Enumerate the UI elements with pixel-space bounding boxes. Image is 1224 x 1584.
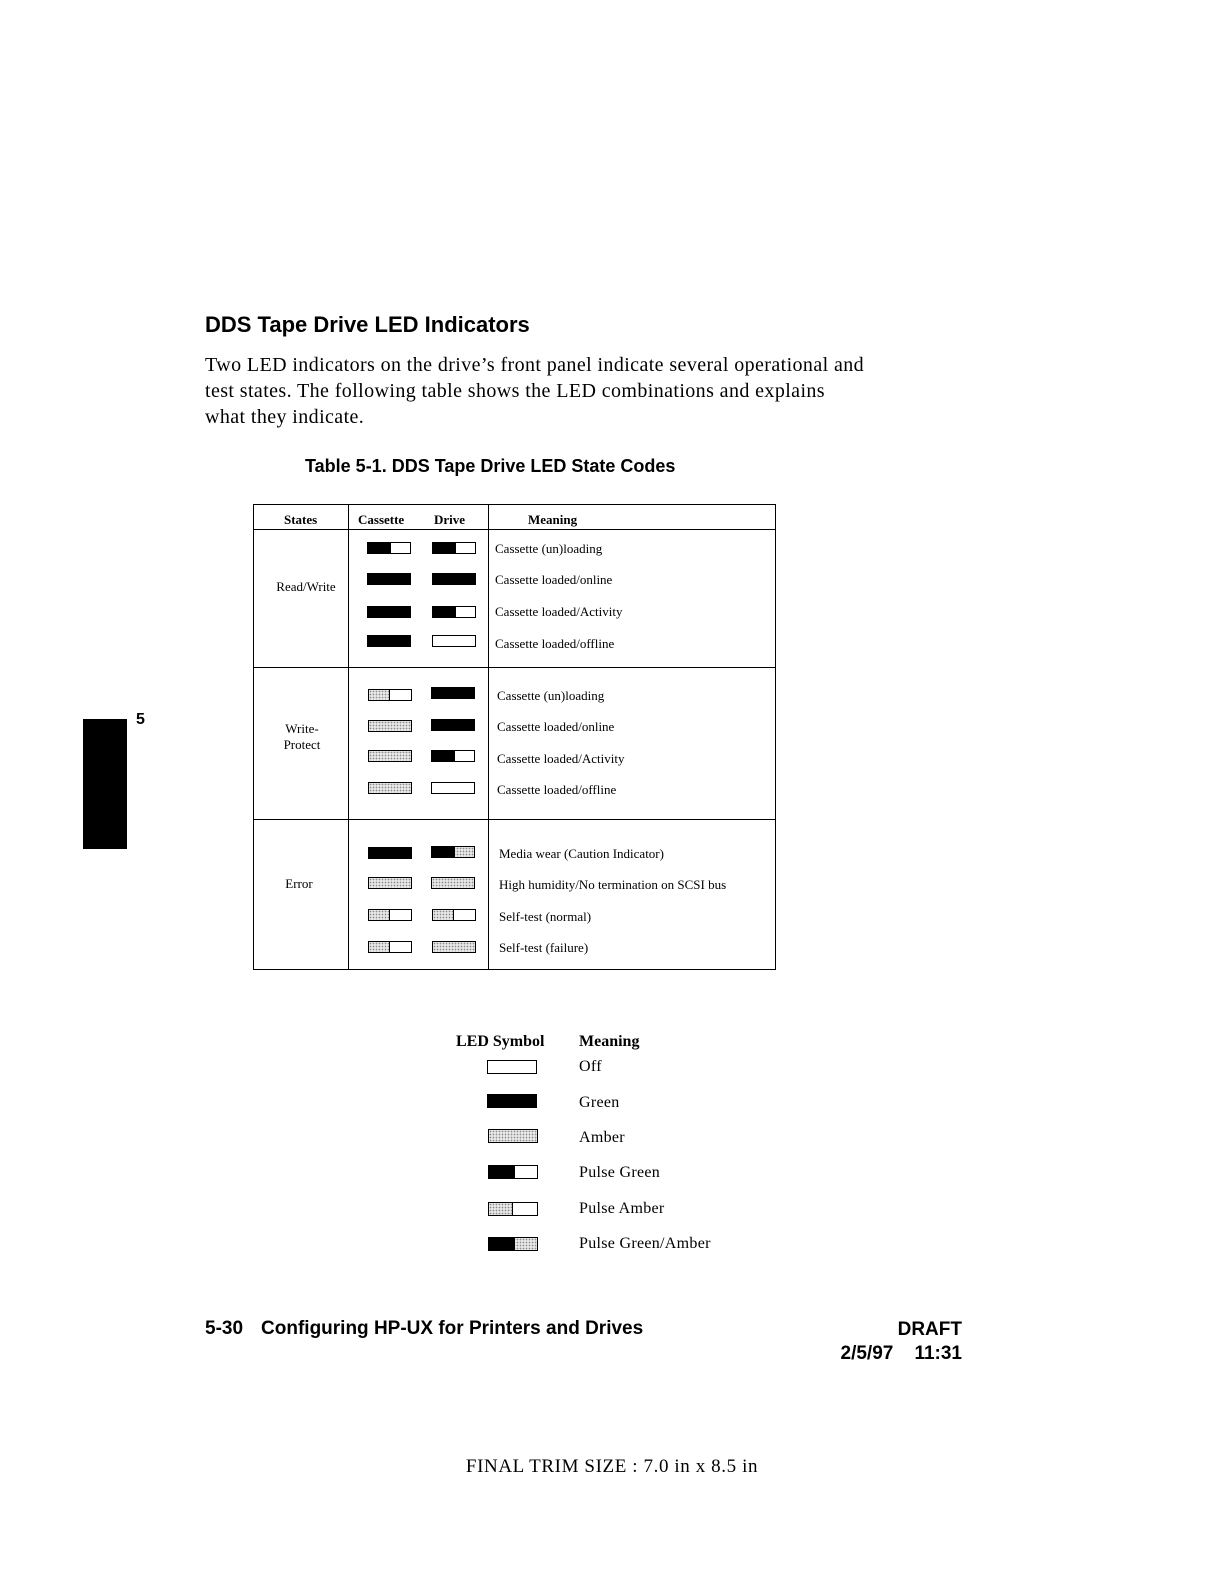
intro-line: test states. The following table shows the LED combinations and explains bbox=[205, 380, 825, 402]
state-label-line: Protect bbox=[283, 737, 321, 752]
drive-led bbox=[432, 542, 476, 554]
legend-label: Pulse Green/Amber bbox=[579, 1235, 711, 1252]
row-meaning: Self-test (failure) bbox=[499, 940, 589, 955]
row-meaning: Cassette (un)loading bbox=[495, 541, 603, 556]
row-meaning: Cassette loaded/Activity bbox=[495, 604, 623, 619]
cassette-led bbox=[368, 720, 412, 732]
chapter-title: Configuring HP-UX for Printers and Drives bbox=[261, 1318, 644, 1339]
chapter-tab bbox=[83, 719, 127, 849]
page-footer bbox=[205, 1318, 643, 1340]
drive-led bbox=[431, 719, 475, 731]
drive-led bbox=[432, 909, 476, 921]
intro-line: Two LED indicators on the drive’s front panel indicate several operational and bbox=[205, 354, 865, 376]
state-label-line: Write- bbox=[285, 721, 319, 736]
row-meaning: Cassette loaded/offline bbox=[495, 636, 615, 651]
led-state-table bbox=[253, 504, 776, 970]
state-label: Read/Write bbox=[276, 579, 336, 594]
cassette-led bbox=[368, 782, 412, 794]
drive-led bbox=[432, 606, 476, 618]
legend-symbol-pulse-green bbox=[488, 1165, 538, 1179]
cassette-led bbox=[368, 909, 412, 921]
header-cassette: Cassette bbox=[358, 512, 405, 527]
drive-led bbox=[432, 635, 476, 647]
cassette-led bbox=[367, 573, 411, 585]
legend-label: Amber bbox=[579, 1129, 625, 1146]
state-label bbox=[254, 721, 350, 753]
page-number: 5-30 bbox=[205, 1318, 244, 1339]
cassette-led bbox=[368, 941, 412, 953]
drive-led bbox=[431, 782, 475, 794]
legend-symbol-pulse-green-amber bbox=[488, 1237, 538, 1251]
cassette-led bbox=[367, 635, 411, 647]
drive-led bbox=[431, 687, 475, 699]
drive-led bbox=[432, 941, 476, 953]
drive-led bbox=[431, 877, 475, 889]
row-meaning: Cassette loaded/online bbox=[495, 572, 613, 587]
legend-label: Off bbox=[579, 1058, 602, 1075]
header-divider bbox=[254, 529, 775, 530]
legend-symbol-pulse-amber bbox=[488, 1202, 538, 1216]
drive-led bbox=[431, 750, 475, 762]
table-caption: Table 5-1. DDS Tape Drive LED State Codes bbox=[305, 456, 676, 476]
row-meaning: Cassette loaded/offline bbox=[497, 782, 617, 797]
cassette-led bbox=[367, 542, 411, 554]
legend-meaning-header: Meaning bbox=[579, 1033, 640, 1050]
state-label: Error bbox=[285, 876, 313, 891]
cassette-led bbox=[367, 606, 411, 618]
row-meaning: Self-test (normal) bbox=[499, 909, 592, 924]
row-meaning: Cassette loaded/Activity bbox=[497, 751, 625, 766]
draft-stamp bbox=[841, 1318, 963, 1366]
chapter-number: 5 bbox=[136, 711, 145, 728]
draft-time: 11:31 bbox=[914, 1343, 962, 1364]
group-divider bbox=[254, 667, 775, 668]
legend-symbol-header: LED Symbol bbox=[456, 1033, 545, 1050]
row-meaning: Media wear (Caution Indicator) bbox=[499, 846, 664, 861]
group-divider bbox=[254, 819, 775, 820]
draft-date: 2/5/97 bbox=[840, 1343, 894, 1364]
row-meaning: Cassette loaded/online bbox=[497, 719, 615, 734]
legend-symbol-amber bbox=[488, 1129, 538, 1143]
cassette-led bbox=[368, 877, 412, 889]
row-meaning: Cassette (un)loading bbox=[497, 688, 605, 703]
header-meaning: Meaning bbox=[528, 512, 578, 527]
cassette-led bbox=[368, 847, 412, 859]
legend-symbol-off bbox=[487, 1060, 537, 1074]
cassette-led bbox=[368, 689, 412, 701]
legend-label: Pulse Amber bbox=[579, 1200, 665, 1217]
legend-label: Pulse Green bbox=[579, 1164, 661, 1181]
drive-led bbox=[432, 573, 476, 585]
trim-size-note: FINAL TRIM SIZE : 7.0 in x 8.5 in bbox=[465, 1456, 759, 1477]
row-meaning: High humidity/No termination on SCSI bus bbox=[499, 877, 727, 892]
draft-label: DRAFT bbox=[897, 1319, 962, 1340]
header-drive: Drive bbox=[434, 512, 466, 527]
section-heading: DDS Tape Drive LED Indicators bbox=[205, 312, 530, 337]
draft-datetime bbox=[841, 1342, 963, 1366]
column-divider bbox=[488, 505, 489, 969]
legend-symbol-green bbox=[487, 1094, 537, 1108]
header-states: States bbox=[284, 512, 318, 527]
legend-label: Green bbox=[579, 1094, 620, 1111]
intro-paragraph bbox=[205, 352, 965, 430]
intro-line: what they indicate. bbox=[205, 406, 365, 428]
drive-led bbox=[431, 846, 475, 858]
cassette-led bbox=[368, 750, 412, 762]
